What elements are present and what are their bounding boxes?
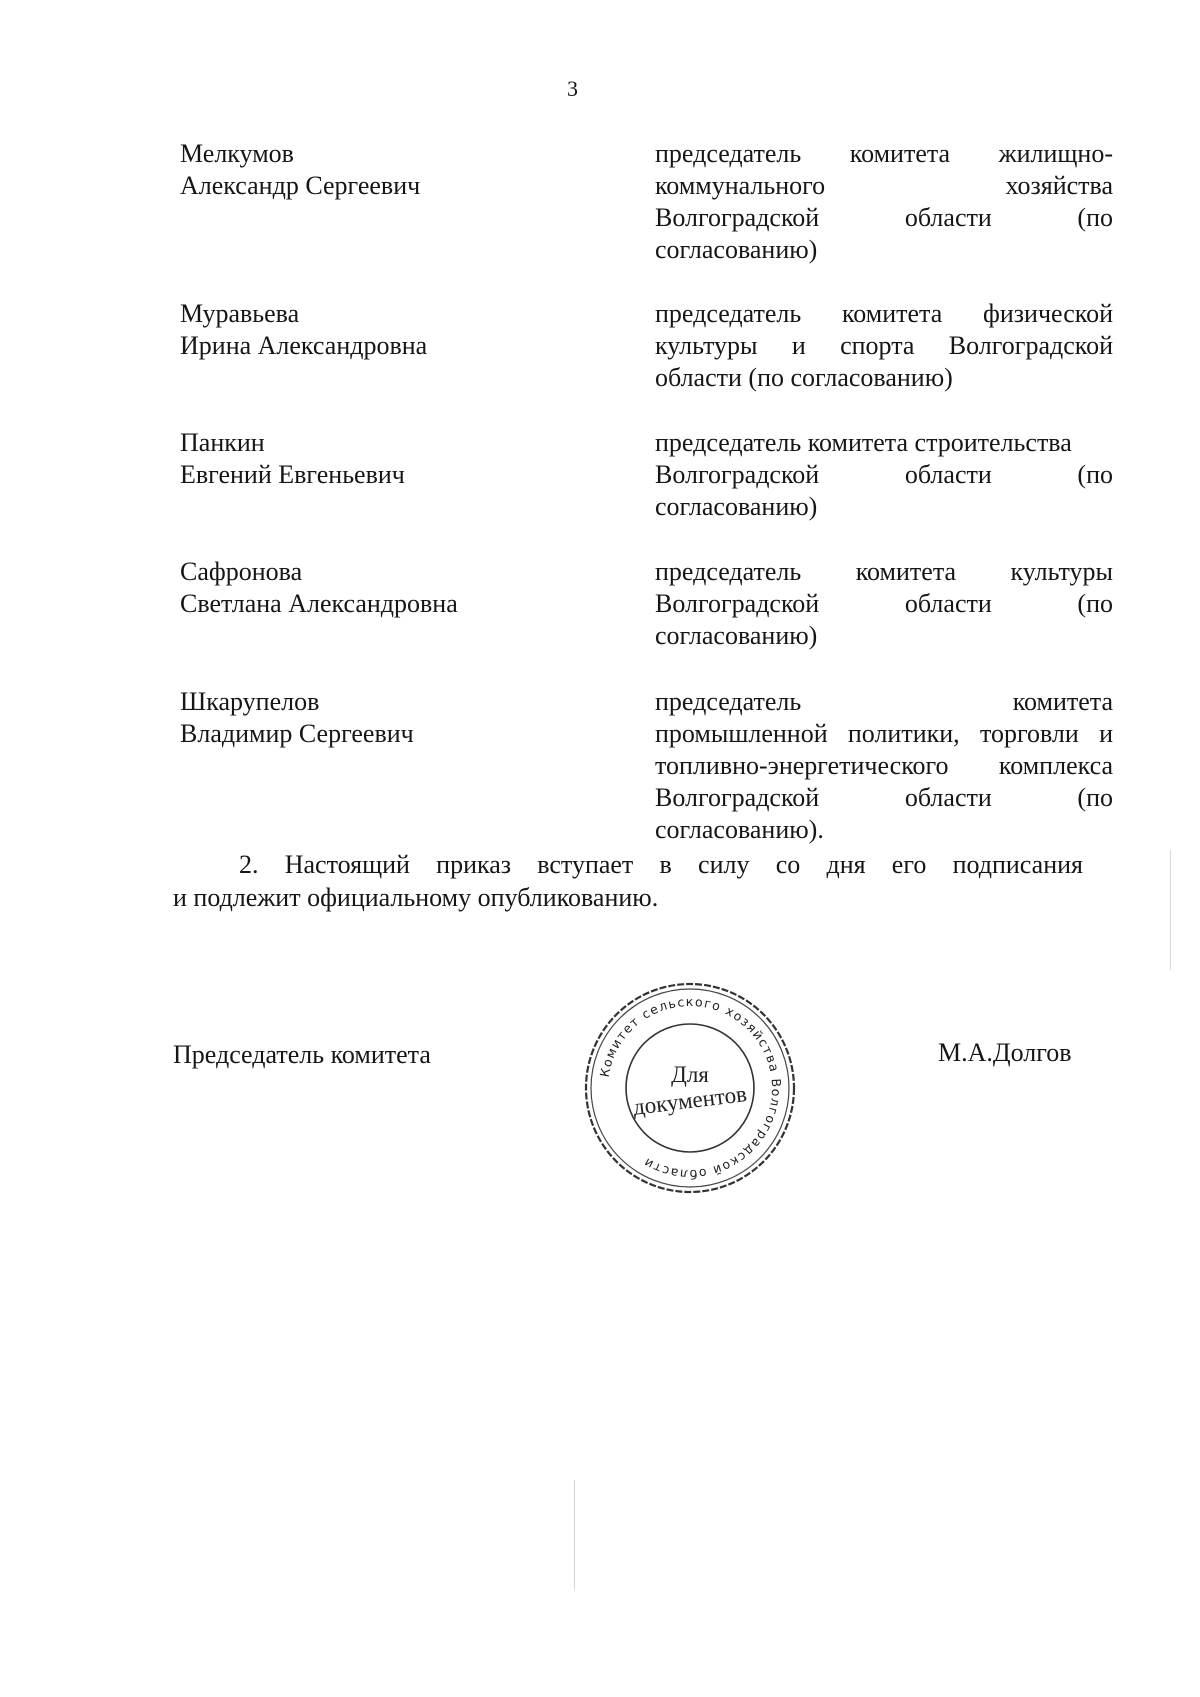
member-given-names: Владимир Сергеевич bbox=[180, 719, 414, 748]
member-role bbox=[655, 138, 1113, 266]
clause-line: и подлежит официальному опубликованию. bbox=[173, 883, 659, 912]
role-line: Волгоградской области (по bbox=[655, 589, 1113, 618]
member-given-names: Ирина Александровна bbox=[180, 331, 428, 360]
member-name bbox=[180, 686, 414, 750]
member-surname: Мелкумов bbox=[180, 139, 294, 168]
member-given-names: Евгений Евгеньевич bbox=[180, 460, 405, 489]
signature-position: Председатель комитета bbox=[173, 1040, 431, 1069]
member-name bbox=[180, 556, 458, 620]
role-line: промышленной политики, торговли и bbox=[655, 719, 1113, 748]
member-surname: Сафронова bbox=[180, 557, 303, 586]
member-role bbox=[655, 427, 1113, 523]
member-role bbox=[655, 298, 1113, 394]
role-line: Волгоградской области (по bbox=[655, 203, 1113, 232]
member-surname: Муравьева bbox=[180, 299, 300, 328]
member-name bbox=[180, 427, 405, 491]
role-line: председатель комитета физической bbox=[655, 299, 1113, 328]
member-surname: Шкарупелов bbox=[180, 687, 320, 716]
signatory-name: М.А.Долгов bbox=[938, 1038, 1072, 1067]
member-role bbox=[655, 686, 1113, 846]
role-line: согласованию) bbox=[655, 492, 818, 521]
role-line: председатель комитета bbox=[655, 687, 1113, 716]
seal-center-line-1: Для bbox=[671, 1062, 709, 1087]
role-line: согласованию) bbox=[655, 621, 818, 650]
clause-2-paragraph bbox=[173, 848, 1083, 914]
seal-ring-text: Комитет сельского хозяйства Волгоградской области bbox=[596, 993, 785, 1183]
role-line: согласованию). bbox=[655, 815, 824, 844]
member-name bbox=[180, 138, 420, 202]
role-line: области (по согласованию) bbox=[655, 363, 953, 392]
seal-graphic bbox=[580, 978, 800, 1198]
role-line: коммунального хозяйства bbox=[655, 171, 1113, 200]
scan-artifact bbox=[1170, 850, 1171, 970]
role-line: председатель комитета культуры bbox=[655, 557, 1113, 586]
member-surname: Панкин bbox=[180, 428, 265, 457]
role-line: Волгоградской области (по bbox=[655, 783, 1113, 812]
member-given-names: Александр Сергеевич bbox=[180, 171, 421, 200]
role-line: согласованию) bbox=[655, 235, 818, 264]
role-line: культуры и спорта Волгоградской bbox=[655, 331, 1113, 360]
role-line: топливно-энергетического комплекса bbox=[655, 751, 1113, 780]
page-number: 3 bbox=[567, 76, 578, 101]
member-role bbox=[655, 556, 1113, 652]
member-given-names: Светлана Александровна bbox=[180, 589, 458, 618]
role-line: председатель комитета строительства bbox=[655, 428, 1072, 457]
role-line: председатель комитета жилищно- bbox=[655, 139, 1113, 168]
scan-artifact bbox=[574, 1480, 575, 1590]
role-line: Волгоградской области (по bbox=[655, 460, 1113, 489]
member-name bbox=[180, 298, 427, 362]
clause-line: 2. Настоящий приказ вступает в силу со дня его подписания bbox=[239, 850, 1083, 879]
seal-center-line-2: документов bbox=[631, 1081, 749, 1120]
official-seal bbox=[580, 978, 800, 1198]
